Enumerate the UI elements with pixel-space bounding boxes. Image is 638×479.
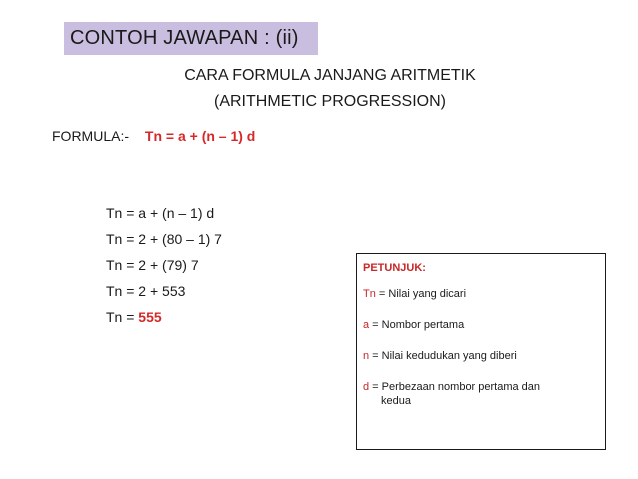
formula-row <box>52 128 255 144</box>
legend-heading: PETUNJUK: <box>363 262 426 274</box>
worked-steps <box>106 205 222 335</box>
step-1: Tn = a + (n – 1) d <box>106 205 215 221</box>
step-result <box>106 309 222 335</box>
subtitle-line-2: (ARITHMETIC PROGRESSION) <box>213 93 446 110</box>
step-2: Tn = 2 + (80 – 1) 7 <box>106 231 222 247</box>
result-value: 555 <box>138 309 162 325</box>
legend-text-a: = Nombor pertama <box>369 319 465 331</box>
legend-item-d <box>363 380 597 408</box>
legend-text-d-continued: kedua <box>381 395 411 407</box>
step-4: Tn = 2 + 553 <box>106 283 186 299</box>
legend-text-n: = Nilai kedudukan yang diberi <box>369 350 517 362</box>
result-prefix: Tn = <box>106 309 139 325</box>
legend-text-tn: = Nilai yang dicari <box>375 288 467 300</box>
legend-text-d: = Perbezaan nombor pertama dan <box>369 381 541 393</box>
legend-symbol-n: n <box>363 350 370 362</box>
legend-item-tn <box>363 287 597 301</box>
subtitle-line-1: CARA FORMULA JANJANG ARITMETIK <box>184 67 476 84</box>
step-3: Tn = 2 + (79) 7 <box>106 257 199 273</box>
legend-symbol-d: d <box>363 381 370 393</box>
legend-symbol-a: a <box>363 319 370 331</box>
legend-symbol-tn: Tn <box>363 288 376 300</box>
legend-box <box>356 253 606 450</box>
legend-item-a <box>363 318 597 332</box>
page-title: CONTOH JAWAPAN : (ii) <box>70 27 299 49</box>
legend-item-n <box>363 349 597 363</box>
formula-label: FORMULA:- <box>52 128 129 144</box>
formula-expression: Tn = a + (n – 1) d <box>144 128 256 144</box>
